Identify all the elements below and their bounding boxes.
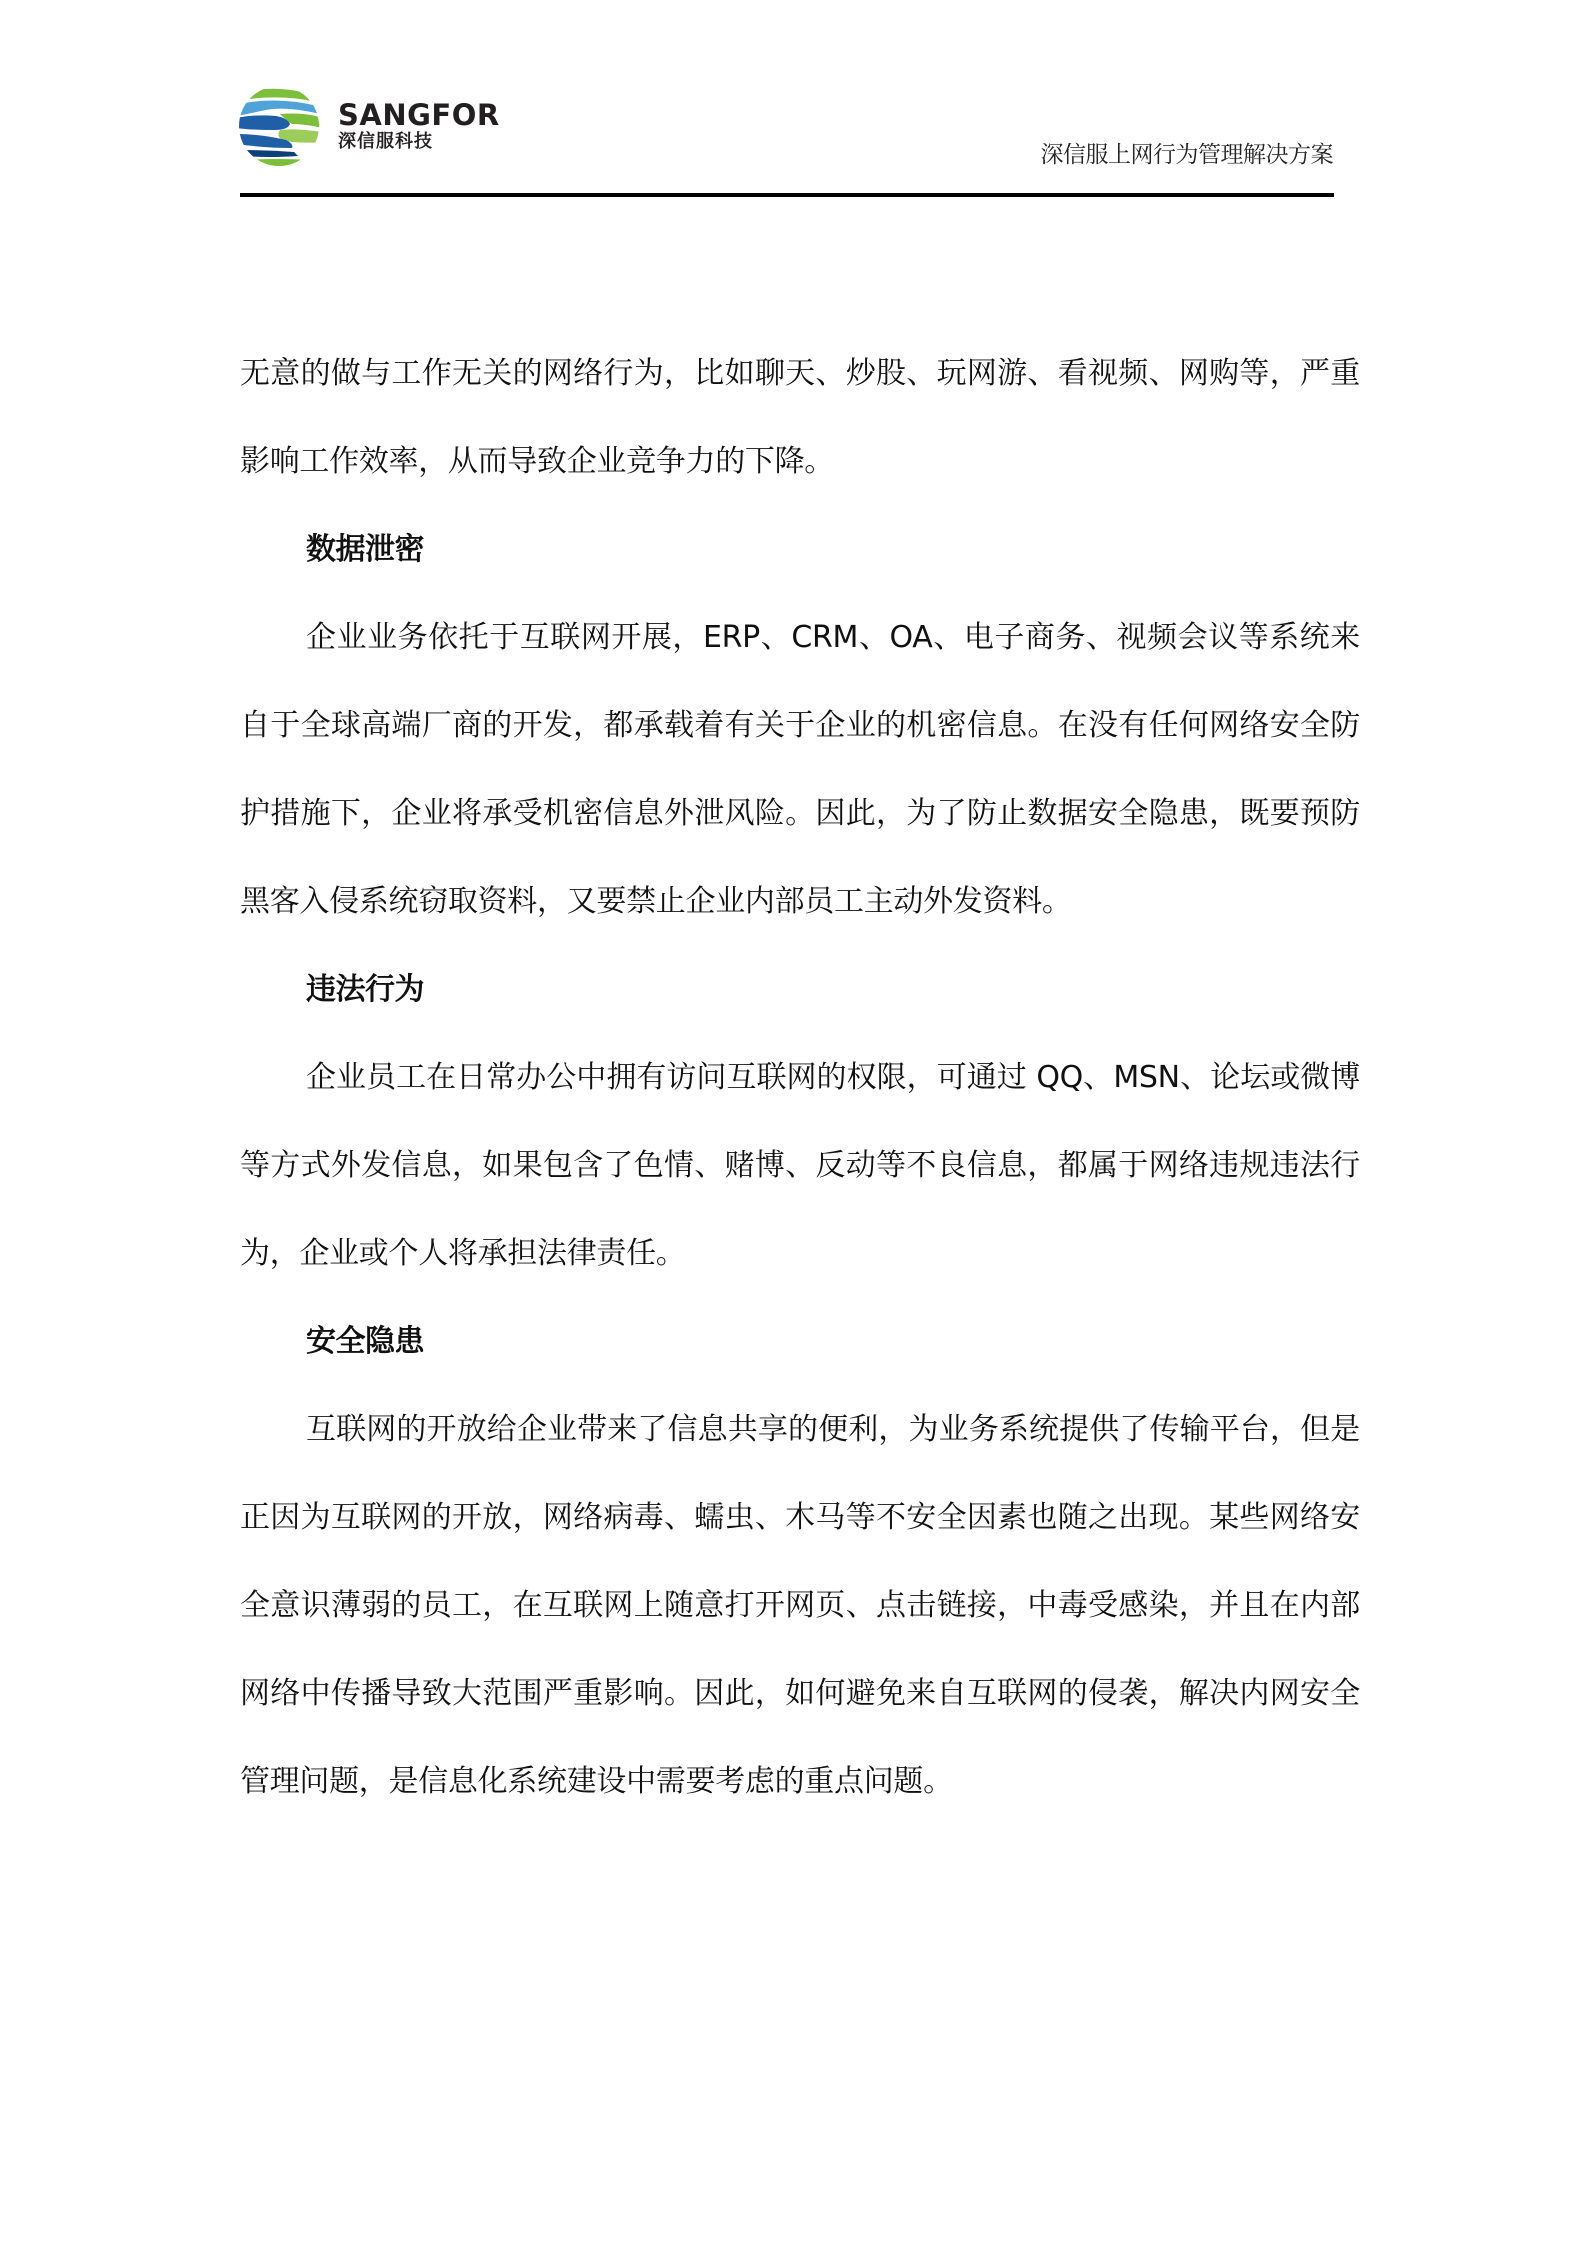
page-header bbox=[0, 0, 1587, 200]
intro-paragraph: 无意的做与工作无关的网络行为，比如聊天、炒股、玩网游、看视频、网购等，严重影响工作效率，从而导致企业竞争力的下降。 bbox=[240, 356, 1360, 479]
document-body bbox=[240, 330, 1360, 1826]
brand-name-cn: 深信服科技 bbox=[338, 131, 433, 152]
brand-name-en: SANGFOR bbox=[338, 98, 500, 132]
document-title: 深信服上网行为管理解决方案 bbox=[1040, 142, 1333, 168]
section-heading-illegal-behavior: 违法行为 bbox=[306, 972, 424, 1007]
section-paragraph-data-leak: 企业业务依托于互联网开展，ERP、CRM、OA、电子商务、视频会议等系统来自于全球高端厂商的开发，都承载着有关于企业的机密信息。在没有任何网络安全防护措施下，企业将承受机密信息外泄风险。因此，为了防止数据安全隐患，既要预防黑客入侵系统窃取资料，又要禁止企业内部员工主动外发资料。 bbox=[240, 620, 1360, 919]
sangfor-logo bbox=[236, 84, 500, 168]
header-divider bbox=[240, 193, 1334, 197]
section-heading-security-risk: 安全隐患 bbox=[306, 1324, 424, 1359]
section-heading-data-leak: 数据泄密 bbox=[306, 532, 424, 567]
globe-logo-icon bbox=[236, 84, 322, 168]
section-paragraph-illegal-behavior: 企业员工在日常办公中拥有访问互联网的权限，可通过 QQ、MSN、论坛或微博等方式外发信息，如果包含了色情、赌博、反动等不良信息，都属于网络违规违法行为，企业或个人将承担法律责任。 bbox=[240, 1060, 1360, 1271]
logo-text bbox=[338, 99, 500, 153]
section-paragraph-security-risk: 互联网的开放给企业带来了信息共享的便利，为业务系统提供了传输平台，但是正因为互联网的开放，网络病毒、蠕虫、木马等不安全因素也随之出现。某些网络安全意识薄弱的员工，在互联网上随意打开网页、点击链接，中毒受感染，并且在内部网络中传播导致大范围严重影响。因此，如何避免来自互联网的侵袭，解决内网安全管理问题，是信息化系统建设中需要考虑的重点问题。 bbox=[240, 1412, 1360, 1799]
